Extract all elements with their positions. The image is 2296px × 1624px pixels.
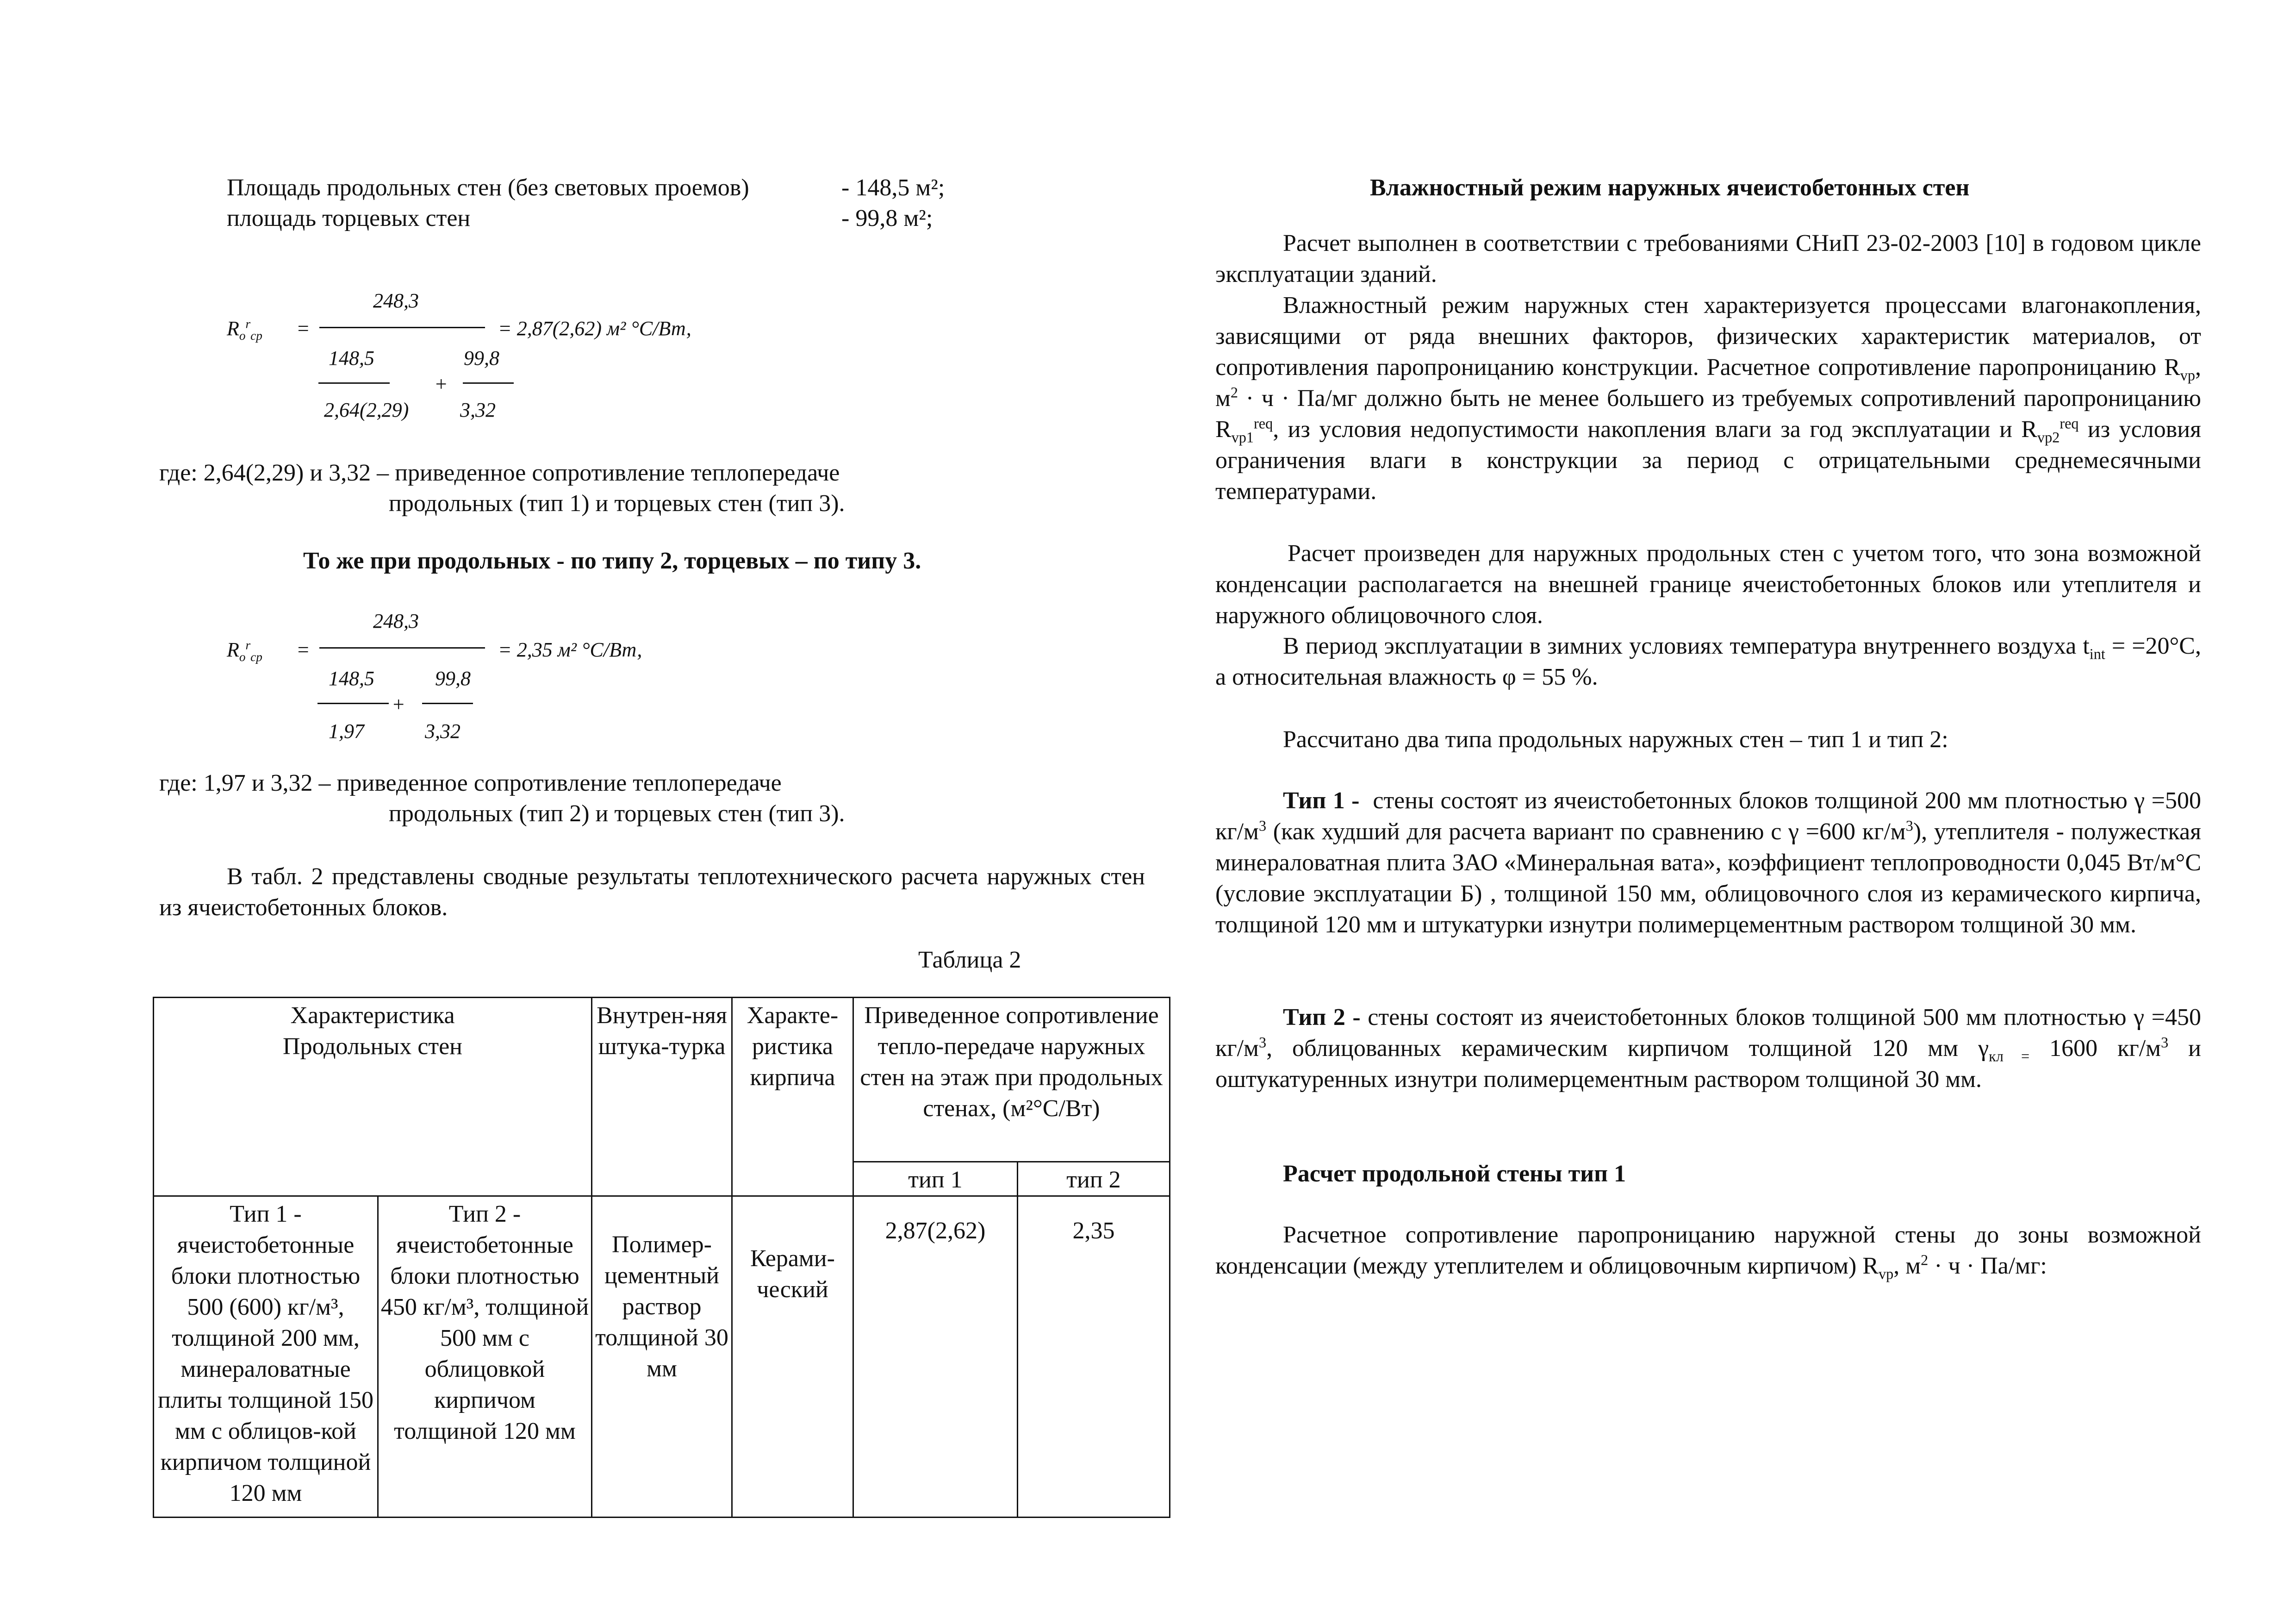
paragraph-2: Влажностный режим наружных стен характеризуется процессами влагонакопления, зависящими от ряда внешних факторов, физических характеристик материалов, от сопротивления паропроницанию конструкции. Расчетное сопротивление паропроницанию $R_{vp}$, $м^2 \cdot ч \cdot Па/мг$ должно быть не менее большего из требуемых сопротивлений паропроницанию $R_{vp1}^{req}$, из условия недопустимости накопления влаги за год эксплуатации и $R_{vp2}^{req}$ из условия ограничения влаги в конструкции за период с отрицательными среднемесячными температурами.: [1215, 292, 2201, 505]
formula-a-den: 1,97: [329, 720, 364, 743]
formula-a-den: 2,64(2,29): [324, 399, 409, 421]
paragraph-type1: Тип 1 - стены состоят из ячеистобетонных блоков толщиной 200 мм плотностью γ =500 $кг/м^3$ (как худший для расчета вариант по сравнению с γ =600 $кг/м^3$), утеплителя - полужесткая минераловатная плита ЗАО «Минеральная вата», коэффициент теплопроводности 0,045 Вт/м°С (условие эксплуатации Б) , толщиной 150 мм, облицовочного слоя из керамического кирпича, толщиной 120 мм и штукатурки изнутри полимерцементным раствором толщиной 30 мм.: [1215, 787, 2201, 938]
formula-b-den: 3,32: [460, 399, 496, 421]
cell-type2-description: Тип 2 - ячеистобетонные блоки плотностью 450 кг/м³, толщиной 500 мм с облицовкой кирпичом толщиной 120 мм: [378, 1196, 592, 1518]
heading-type2: То же при продольных - по типу 2, торцевых – по типу 3.: [303, 548, 921, 574]
paragraph-1: Расчет выполнен в соответствии с требованиями СНиП 23-02-2003 [10] в годовом цикле эксплуатации зданий.: [1215, 230, 2201, 287]
paragraph-5: Рассчитано два типа продольных наружных стен – тип 1 и тип 2:: [1283, 726, 1948, 753]
fraction-bar: [317, 703, 389, 704]
cell-value-type1: 2,87(2,62): [853, 1196, 1018, 1518]
fraction-bar: [463, 382, 514, 384]
table-2: [153, 997, 1170, 1518]
formula-lhs: $R_о^r_{ср}$: [227, 317, 262, 343]
header-plaster: Внутрен-няя штука-турка: [592, 998, 732, 1196]
formula-eq: =: [296, 638, 310, 661]
header-resistance: Приведенное сопротивление тепло-передаче наружных стен на этаж при продольных стенах, (м²°С/Вт): [853, 998, 1170, 1162]
where-1a: где: 2,64(2,29) и 3,32 – приведенное сопротивление теплопередаче: [159, 460, 840, 486]
formula-result: = 2,87(2,62) м² °С/Вт,: [498, 317, 691, 340]
fraction-bar: [319, 327, 485, 328]
formula-b-den: 3,32: [425, 720, 460, 743]
formula-plus: +: [434, 373, 448, 395]
formula-a-num: 148,5: [329, 347, 374, 369]
formula-numerator: 248,3: [373, 610, 419, 632]
area-end-label: площадь торцевых стен: [227, 205, 471, 231]
paragraph-4: В период эксплуатации в зимних условиях температура внутреннего воздуха $t_{int} = =20^\circ С$, а относительная влажность φ = 55 %.: [1215, 633, 2201, 690]
formula-b-num: 99,8: [464, 347, 499, 369]
heading-calc-type1: Расчет продольной стены тип 1: [1283, 1161, 1626, 1187]
section-title: Влажностный режим наружных ячеистобетонных стен: [1370, 175, 1970, 201]
table-intro: В табл. 2 представлены сводные результаты теплотехнического расчета наружных стен из ячеистобетонных блоков.: [159, 863, 1145, 921]
where-2a: где: 1,97 и 3,32 – приведенное сопротивление теплопередаче: [159, 770, 782, 796]
where-2b: продольных (тип 2) и торцевых стен (тип 3).: [389, 800, 845, 827]
area-end-value: - 99,8 м²;: [841, 205, 933, 231]
header-type2: тип 2: [1018, 1162, 1170, 1196]
header-brick: Характе-ристика кирпича: [732, 998, 853, 1196]
area-long-value: - 148,5 м²;: [841, 175, 945, 201]
formula-numerator: 248,3: [373, 289, 419, 312]
paragraph-3: Расчет произведен для наружных продольных стен с учетом того, что зона возможной конденсации располагается на внешней границе ячеистобетонных блоков или утеплителя и наружного облицовочного слоя.: [1215, 540, 2201, 629]
where-1b: продольных (тип 1) и торцевых стен (тип 3).: [389, 490, 845, 517]
cell-value-type2: 2,35: [1018, 1196, 1170, 1518]
header-characteristic: Характеристика Продольных стен: [154, 998, 592, 1196]
formula-lhs: $R_о^r_{ср}$: [227, 638, 262, 664]
formula-plus: +: [392, 693, 405, 716]
cell-brick: Керами-ческий: [732, 1196, 853, 1518]
formula-result: = 2,35 м² °С/Вт,: [498, 638, 642, 661]
paragraph-type2: Тип 2 - стены состоят из ячеистобетонных блоков толщиной 500 мм плотностью γ =450 $кг/м^3$, облицованных керамическим кирпичом толщиной 120 мм $\gamma_{кл =}$ 1600 $кг/м^3$ и оштукатуренных изнутри полимерцементным раствором толщиной 30 мм.: [1215, 1004, 2201, 1093]
formula-a-num: 148,5: [329, 667, 374, 690]
formula-b-num: 99,8: [435, 667, 471, 690]
cell-plaster: Полимер-цементный раствор толщиной 30 мм: [592, 1196, 732, 1518]
paragraph-8: Расчетное сопротивление паропроницанию наружной стены до зоны возможной конденсации (между утеплителем и облицовочным кирпичом) $R_{vp}$, $м^2 \cdot ч \cdot Па/мг$:: [1215, 1222, 2201, 1282]
fraction-bar: [422, 703, 473, 704]
formula-eq: =: [296, 317, 310, 340]
area-long-label: Площадь продольных стен (без световых проемов): [227, 175, 749, 201]
cell-type1-description: Тип 1 - ячеистобетонные блоки плотностью 500 (600) кг/м³, толщиной 200 мм, минераловатные плиты толщиной 150 мм с облицов-кой кирпичом толщиной 120 мм: [154, 1196, 378, 1518]
fraction-bar: [319, 647, 485, 649]
table-caption: Таблица 2: [918, 947, 1021, 973]
header-type1: тип 1: [853, 1162, 1018, 1196]
fraction-bar: [318, 382, 390, 384]
